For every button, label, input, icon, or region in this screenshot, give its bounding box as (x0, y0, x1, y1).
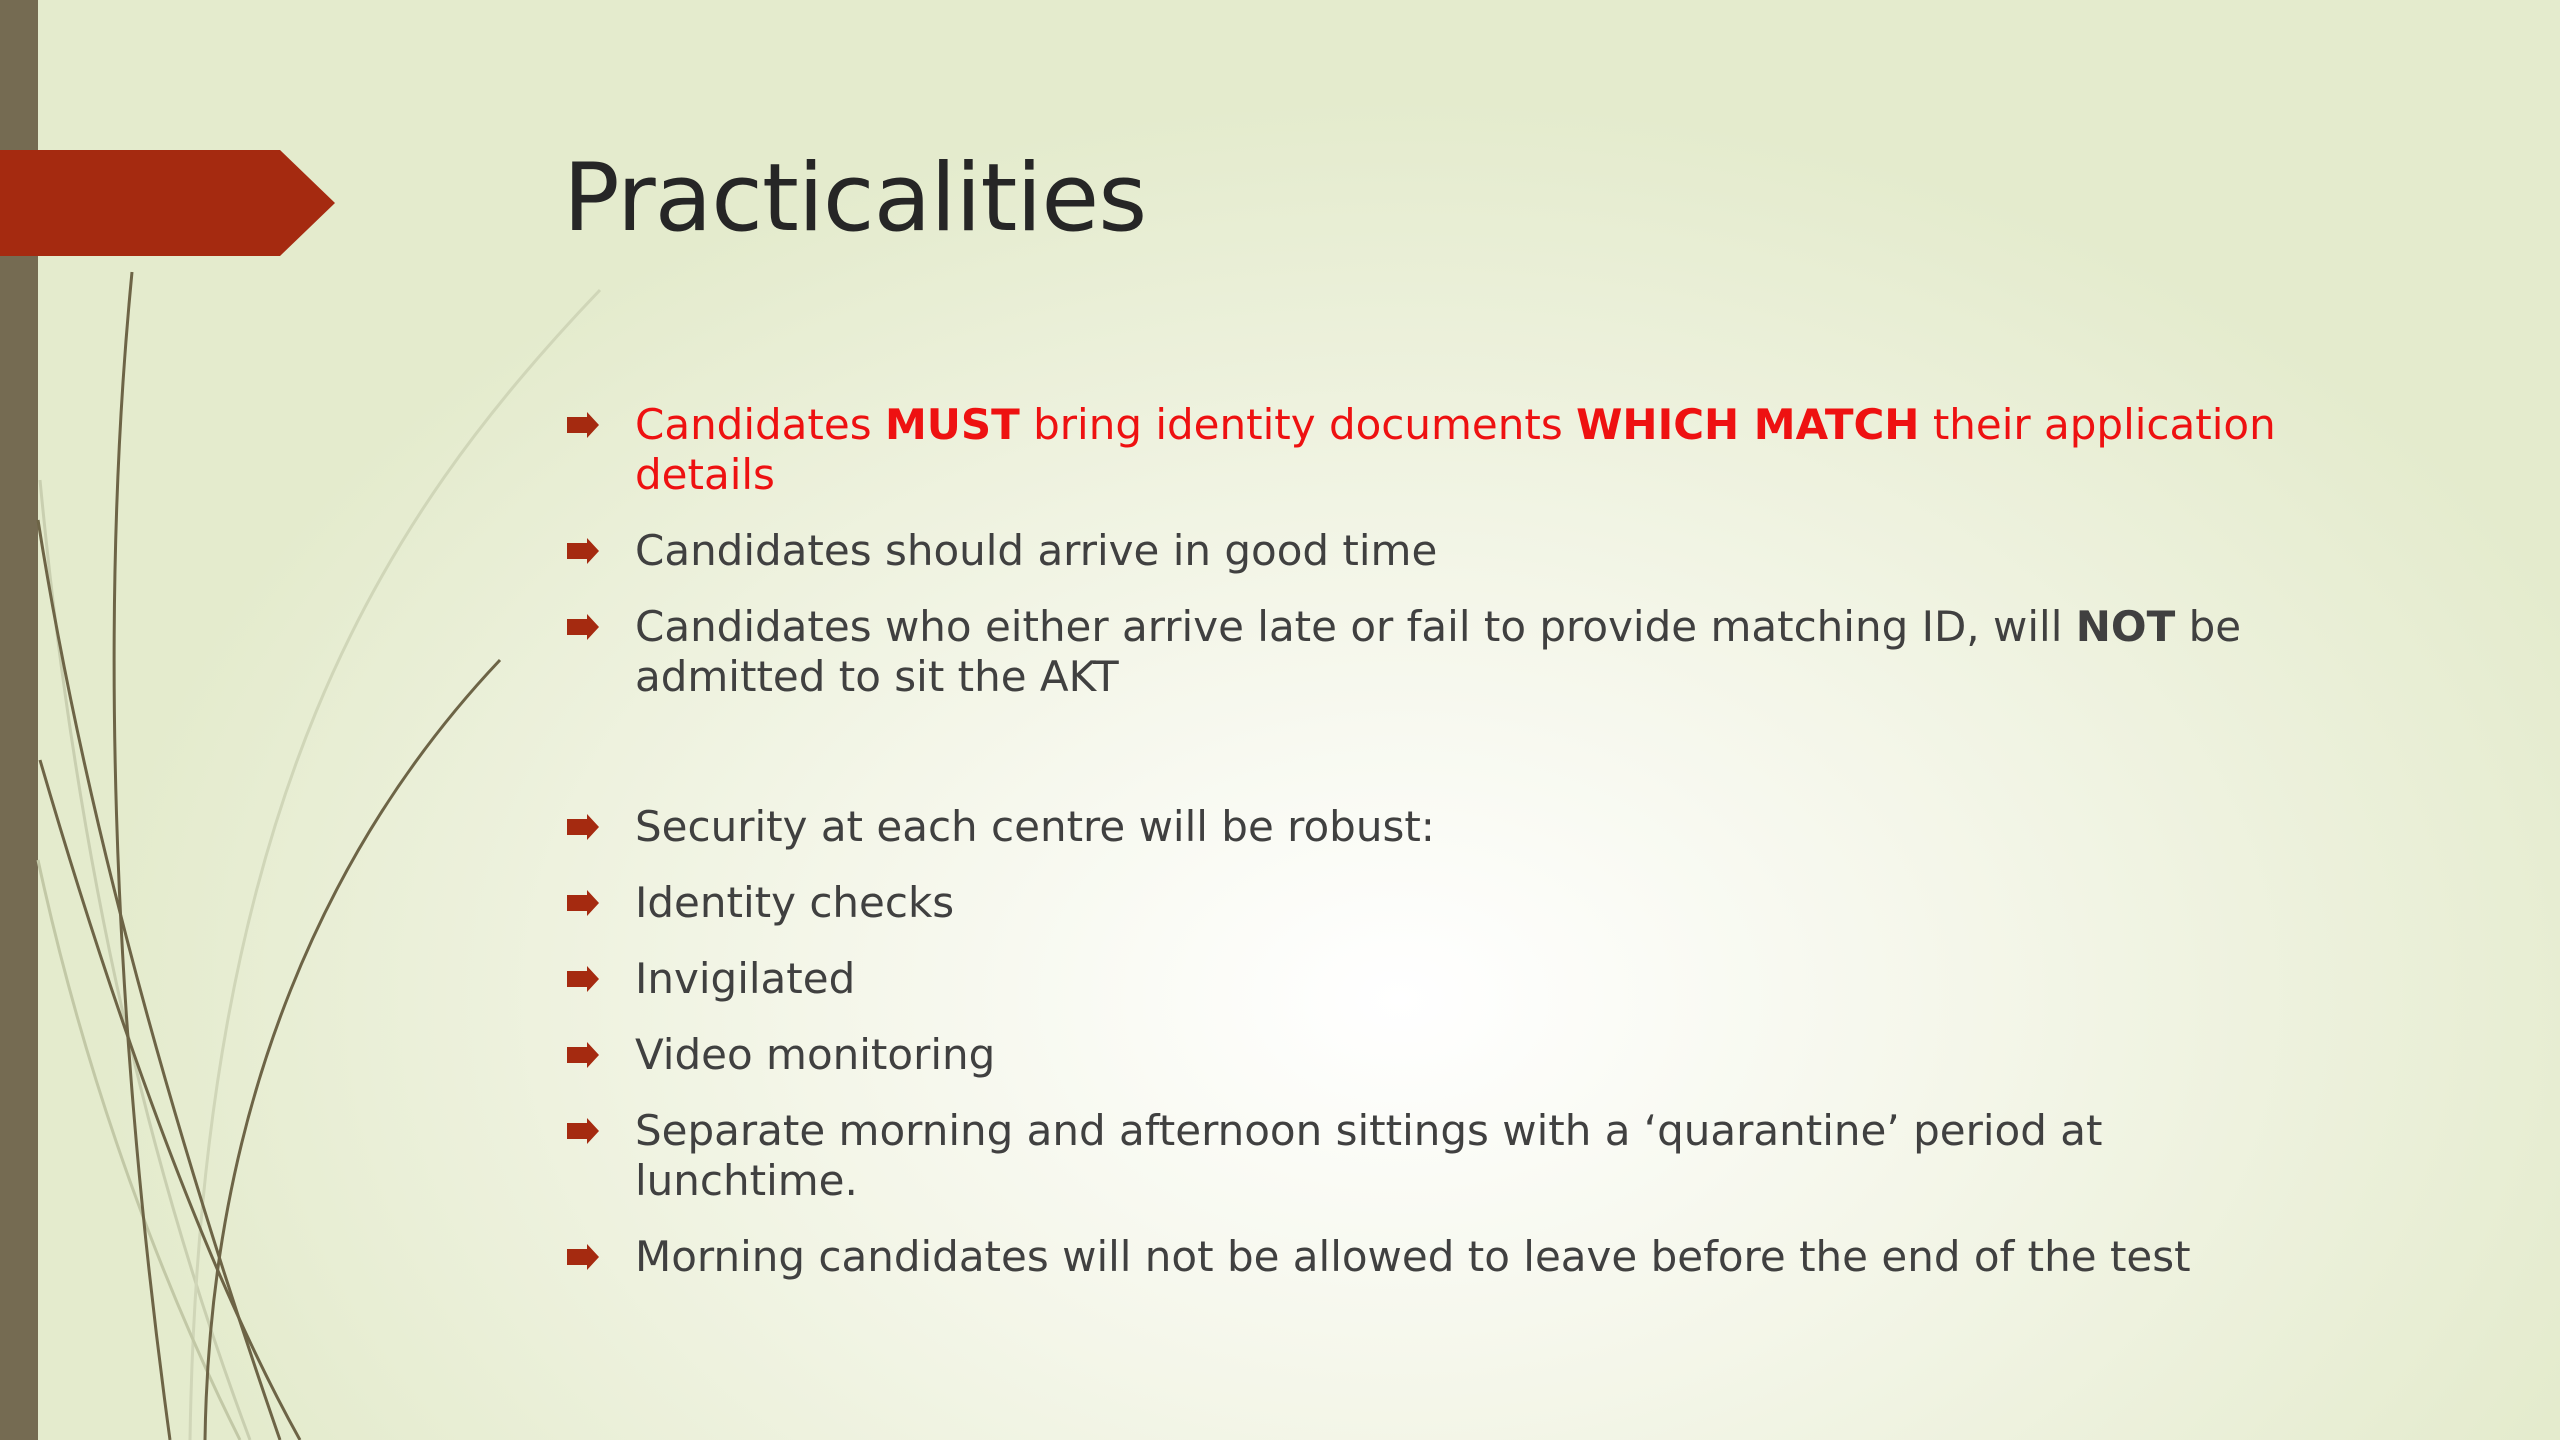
bullet-text-run: be admitted to sit the AKT (635, 602, 2242, 701)
bullet-list (563, 400, 2323, 1308)
bullet-item (563, 1030, 2323, 1080)
bullet-text-run: Morning candidates will not be allowed to leave before the end of the test (635, 1232, 2191, 1281)
bullet-text (635, 1232, 2191, 1281)
arrow-bullet-icon (567, 412, 599, 438)
arrow-bullet-icon (567, 890, 599, 916)
bullet-text-bold: MUST (884, 400, 1020, 449)
arrow-bullet-icon (567, 814, 599, 840)
bullet-text-run: Security at each centre will be robust: (635, 802, 1435, 851)
bullet-text-bold: WHICH MATCH (1576, 400, 1920, 449)
bullet-text-run: bring identity documents (1019, 400, 1577, 449)
slide-title: Practicalities (563, 144, 1147, 253)
bullet-text (635, 1106, 2102, 1205)
arrow-bullet-icon (567, 966, 599, 992)
bullet-text-run: Separate morning and afternoon sittings with a ‘quarantine’ period at lunchtime. (635, 1106, 2103, 1205)
bullet-text-run: Candidates (635, 400, 885, 449)
bullet-text-run: Identity checks (635, 878, 955, 927)
bullet-item (563, 602, 2323, 702)
bullet-text (635, 878, 954, 927)
bullet-text (635, 1030, 995, 1079)
bullet-item (563, 1106, 2323, 1206)
bullet-item (563, 400, 2323, 500)
bullet-item (563, 1232, 2323, 1282)
arrow-bullet-icon (567, 538, 599, 564)
bullet-item (563, 878, 2323, 928)
arrow-bullet-icon (567, 614, 599, 640)
bullet-text-run: Candidates who either arrive late or fail to provide matching ID, will (635, 602, 2076, 651)
bullet-text-bold: NOT (2075, 602, 2176, 651)
bullet-text-run: Invigilated (635, 954, 856, 1003)
bullet-item (563, 802, 2323, 852)
bullet-item (563, 954, 2323, 1004)
bullet-text-run: their application details (635, 400, 2276, 499)
arrow-bullet-icon (567, 1244, 599, 1270)
bullet-text (635, 400, 2276, 499)
bullet-text (635, 802, 1435, 851)
arrow-bullet-icon (567, 1118, 599, 1144)
title-accent-arrow (0, 150, 335, 256)
bullet-text (635, 526, 1437, 575)
bullet-item (563, 526, 2323, 576)
bullet-text (635, 602, 2241, 701)
arrow-bullet-icon (567, 1042, 599, 1068)
bullet-text (635, 954, 855, 1003)
bullet-text-run: Video monitoring (635, 1030, 996, 1079)
bullet-text-run: Candidates should arrive in good time (635, 526, 1438, 575)
